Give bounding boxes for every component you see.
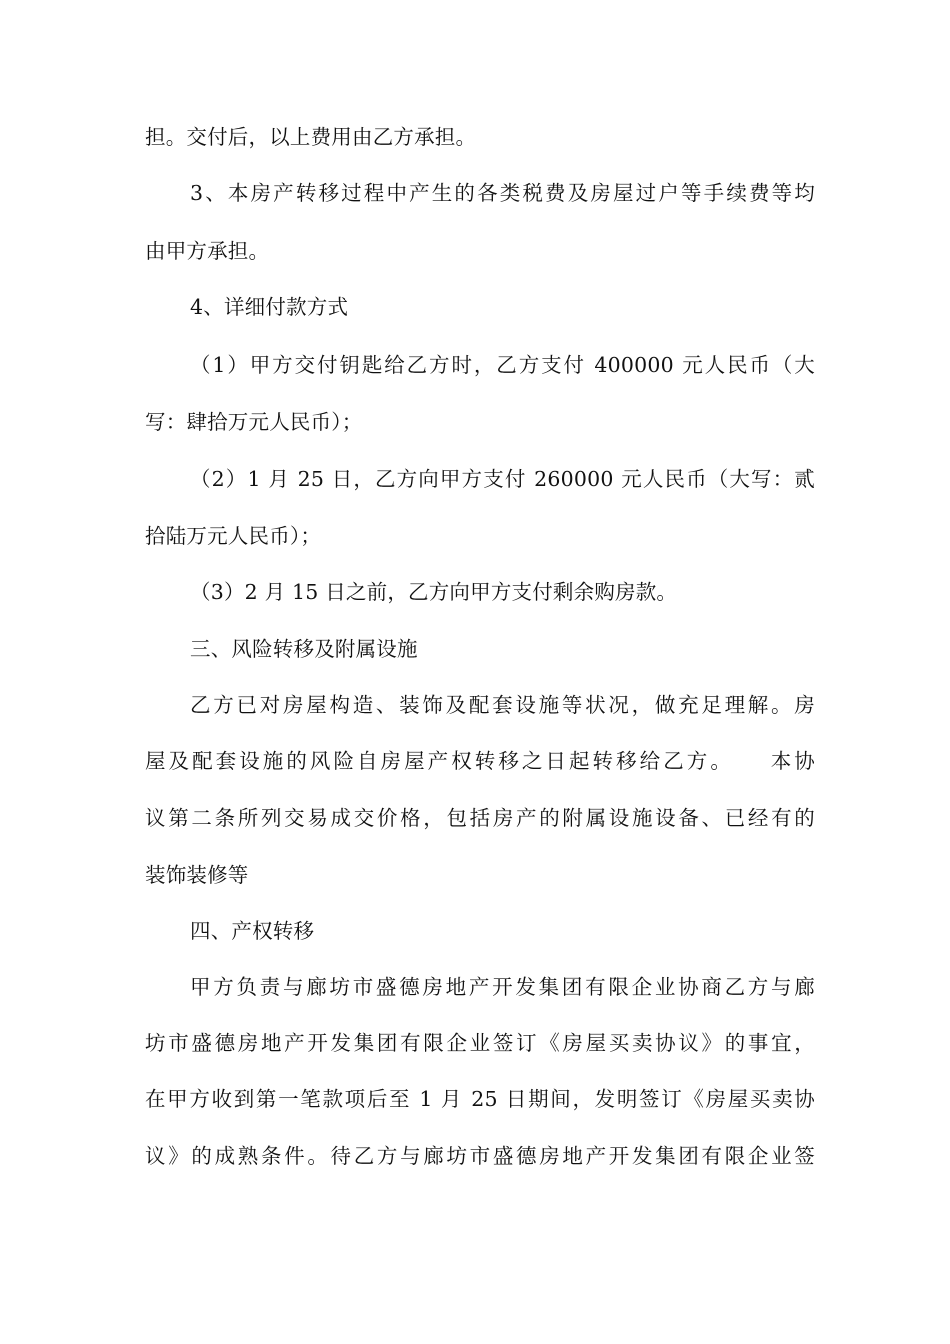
text-line-6: 写：肆拾万元人民币）； (145, 410, 363, 434)
text-line-8: 拾陆万元人民币）； (145, 524, 322, 548)
text-line-9: （3）2 月 15 日之前，乙方向甲方支付剩余购房款。 (190, 580, 678, 604)
text-line-5: （1）甲方交付钥匙给乙方时，乙方支付 400000 元人民币（大 (190, 353, 815, 377)
text-line-19: 议》的成熟条件。待乙方与廊坊市盛德房地产开发集团有限企业签 (145, 1144, 815, 1168)
section-heading-4: 四、产权转移 (190, 919, 315, 943)
text-line-12: 屋及配套设施的风险自房屋产权转移之日起转移给乙方。 本协 (145, 749, 815, 773)
text-line-14: 装饰装修等 (145, 863, 249, 887)
text-line-1: 担。交付后，以上费用由乙方承担。 (145, 125, 477, 149)
text-line-11: 乙方已对房屋构造、装饰及配套设施等状况，做充足理解。房 (190, 693, 815, 717)
section-heading-3: 三、风险转移及附属设施 (190, 637, 418, 661)
text-line-18: 在甲方收到第一笔款项后至 1 月 25 日期间，发明签订《房屋买卖协 (145, 1087, 815, 1111)
text-line-13: 议第二条所列交易成交价格，包括房产的附属设施设备、已经有的 (145, 806, 815, 830)
text-line-3: 由甲方承担。 (145, 239, 270, 263)
text-line-16: 甲方负责与廊坊市盛德房地产开发集团有限企业协商乙方与廊 (190, 975, 815, 999)
text-line-4: 4、详细付款方式 (190, 295, 349, 319)
text-line-17: 坊市盛德房地产开发集团有限企业签订《房屋买卖协议》的事宜， (145, 1031, 815, 1055)
text-line-2: 3、本房产转移过程中产生的各类税费及房屋过户等手续费等均 (190, 181, 815, 205)
text-line-7: （2）1 月 25 日，乙方向甲方支付 260000 元人民币（大写：贰 (190, 467, 815, 491)
